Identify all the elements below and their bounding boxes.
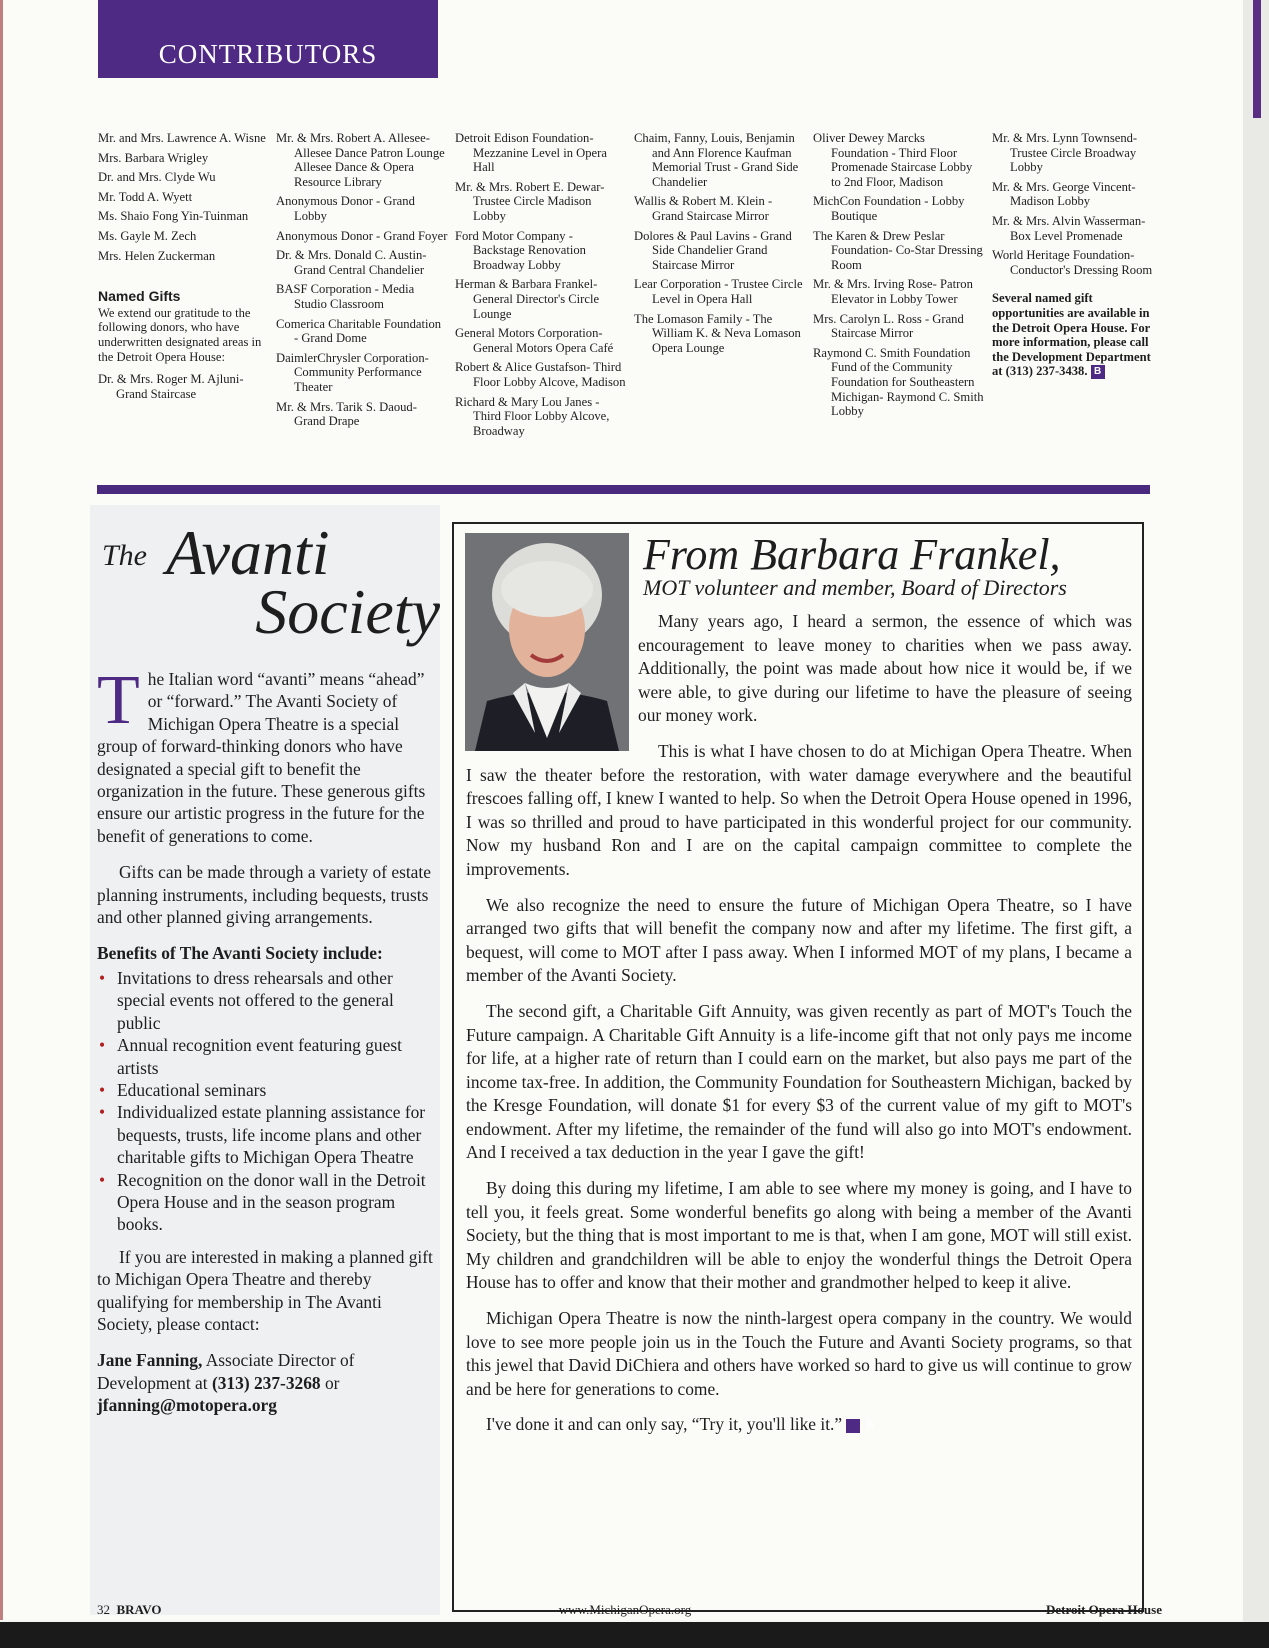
benefit-item — [97, 1034, 435, 1079]
benefit-item — [97, 1079, 435, 1101]
named-gifts-intro: We extend our gratitude to the following donors, who have underwritten designated areas in the Detroit Opera House: — [98, 305, 262, 364]
contact-role: Associate Director of Development at — [97, 1350, 355, 1393]
contributor-entry: Dr. & Mrs. Roger M. Ajluni- Grand Staircase — [98, 372, 244, 401]
contact-or: or — [320, 1372, 340, 1393]
contributors-heading: CONTRIBUTORS — [158, 39, 378, 69]
article-paragraph: Michigan Opera Theatre is now the ninth-largest opera company in the country. We would love to see more people join us in the Touch the Future and Avanti Society programs, so that this jewel that David DiChiera and others have worked so hard to give us will continue to grow and be here for generations to come. — [466, 1308, 1132, 1399]
bullet-icon: • — [99, 1079, 106, 1100]
contributors-column-2 — [276, 131, 448, 434]
contributor-entry: Oliver Dewey Marcks Foundation - Third Floor Promenade Staircase Lobby to 2nd Floor, Madison — [813, 131, 973, 189]
article-body — [466, 610, 1132, 1449]
avanti-contact-intro: If you are interested in making a planned gift to Michigan Opera Theatre and thereby qualifying for membership in The Avanti Society, please contact: — [97, 1246, 433, 1334]
article-paragraph: We also recognize the need to ensure the future of Michigan Opera Theatre, so I have arranged two gifts that will benefit the company now and after my lifetime. The first gift, a bequest, will come to MOT after I pass away. When I informed MOT of my plans, I became a member of the Avanti Society. — [466, 894, 1132, 986]
contributor-entry: Mr. Todd A. Wyett — [98, 189, 193, 204]
avanti-gifts-paragraph: Gifts can be made through a variety of estate planning instruments, including bequests, trusts and other planned giving arrangements. — [97, 862, 431, 928]
benefit-text: Annual recognition event featuring guest artists — [117, 1035, 402, 1078]
contributor-entry: Richard & Mary Lou Janes - Third Floor Lobby Alcove, Broadway — [455, 394, 610, 438]
page-gutter — [1243, 0, 1269, 1648]
article-title: From Barbara Frankel, — [643, 530, 1061, 579]
named-gift-note — [992, 291, 1164, 379]
contributors-column-6 — [992, 131, 1164, 379]
bullet-icon: • — [99, 1169, 106, 1190]
bravo-end-mark: B — [846, 1419, 860, 1433]
benefit-text: Recognition on the donor wall in the Detroit Opera House and in the season program books. — [117, 1169, 426, 1235]
avanti-intro-text: he Italian word “avanti” means “ahead” or “forward.” The Avanti Society of Michigan Opera Theatre is a special group of forward-thinking donors who have designated a special gift to benefit the organization in the future. These generous gifts ensure our artistic progress in the future for the benefit of generations to come. — [97, 669, 426, 846]
contributors-banner — [98, 0, 438, 78]
article-paragraph: The second gift, a Charitable Gift Annuity, was given recently as part of MOT's Touch the Future campaign. A Charitable Gift Annuity is a life-income gift that not only pays me income for life, at a higher rate of return than I could earn on the market, but also pays me part of the income tax-free. In addition, the Community Foundation for Southeastern Michigan, backed by the Kresge Foundation, will donate $1 for every $3 of the current value of my gift to MOT's endowment. After my lifetime, the remainder of the fund will also go into MOT's endowment. And I received a tax deduction in the year I gave the gift! — [466, 1000, 1132, 1163]
article-subtitle: MOT volunteer and member, Board of Directors — [643, 575, 1067, 600]
contributor-entry: Lear Corporation - Trustee Circle Level in Opera Hall — [634, 277, 803, 306]
contributor-entry: Ms. Shaio Fong Yin-Tuinman — [98, 209, 249, 224]
bullet-icon: • — [99, 967, 106, 988]
article-paragraph: This is what I have chosen to do at Michigan Opera Theatre. When I saw the theater before the restoration, with water damage everywhere and the beautiful frescoes falling off, I knew I wanted to help. So when the Detroit Opera House opened in 1996, I was so thrilled and proud to have participated in this wonderful project for our community. Now my husband Ron and I are on the capital campaign committee to complete the improvements. — [466, 740, 1132, 879]
contributor-entry: Mrs. Barbara Wrigley — [98, 150, 209, 165]
benefit-text: Invitations to dress rehearsals and other special events not offered to the general public — [117, 967, 394, 1033]
contact-phone: (313) 237-3268 — [211, 1372, 321, 1393]
contributor-entry: Dr. and Mrs. Clyde Wu — [98, 170, 216, 185]
contributor-entry: Mr. & Mrs. George Vincent- Madison Lobby — [992, 179, 1136, 209]
contributor-entry: Dr. & Mrs. Donald C. Austin- Grand Central Chandelier — [276, 248, 427, 277]
contributor-entry: Wallis & Robert M. Klein - Grand Staircase Mirror — [634, 194, 773, 223]
benefit-item — [97, 1101, 435, 1168]
article-paragraph: Many years ago, I heard a sermon, the essence of which was encouragement to leave money to charities when we pass away. Additionally, the point was made about how nice it would be, if we were able, to give during our lifetime to have the pleasure of seeing our money work. — [638, 611, 1132, 726]
contributor-entry: Anonymous Donor - Grand Lobby — [276, 194, 415, 223]
contributor-entry: Ms. Gayle M. Zech — [98, 228, 197, 243]
drop-cap: T — [97, 662, 140, 739]
contributors-column-5 — [813, 131, 985, 424]
contributor-entry: General Motors Corporation- General Motors Opera Café — [455, 326, 614, 355]
contributor-entry: Mr. & Mrs. Robert E. Dewar- Trustee Circle Madison Lobby — [455, 179, 605, 223]
avanti-title-avanti: Avanti — [166, 517, 330, 588]
bullet-icon: • — [99, 1102, 106, 1123]
magazine-name: BRAVO — [116, 1602, 162, 1617]
contact-email: jfanning@motopera.org — [97, 1395, 277, 1416]
contributor-entry: Mr. & Mrs. Tarik S. Daoud- Grand Drape — [276, 399, 417, 429]
contributor-entry: Chaim, Fanny, Louis, Benjamin and Ann Florence Kaufman Memorial Trust - Grand Side Chandelier — [634, 131, 799, 189]
contributor-entry: Dolores & Paul Lavins - Grand Side Chandelier Grand Staircase Mirror — [634, 228, 792, 272]
benefits-list — [97, 967, 435, 1236]
benefit-text: Educational seminars — [117, 1079, 267, 1100]
page-number: 32 — [97, 1602, 110, 1617]
contributor-entry: Herman & Barbara Frankel- General Director's Circle Lounge — [455, 277, 600, 321]
avanti-title — [102, 517, 442, 650]
footer-venue: Detroit Opera House — [1045, 1602, 1162, 1617]
contributor-entry: Detroit Edison Foundation- Mezzanine Level in Opera Hall — [455, 131, 607, 175]
footer-url[interactable]: www.MichiganOpera.org — [558, 1602, 692, 1617]
contributor-entry: The Lomason Family - The William K. & Neva Lomason Opera Lounge — [634, 311, 801, 355]
contributor-entry: Robert & Alice Gustafson- Third Floor Lobby Alcove, Madison — [455, 360, 626, 389]
contributor-entry: Anonymous Donor - Grand Foyer — [276, 228, 448, 243]
benefit-item — [97, 967, 435, 1034]
avanti-contact — [97, 1349, 435, 1416]
contributor-entry: World Heritage Foundation- Conductor's Dressing Room — [992, 248, 1153, 277]
contributors-column-4 — [634, 131, 806, 360]
section-divider — [97, 485, 1150, 494]
contributor-entry: Mr. & Mrs. Lynn Townsend- Trustee Circle Broadway Lobby — [992, 131, 1138, 175]
contributor-entry: Mrs. Helen Zuckerman — [98, 248, 216, 263]
contributors-column-1 — [98, 131, 270, 406]
avanti-title-the: The — [102, 539, 147, 572]
article-heading — [643, 532, 1133, 600]
article-paragraph: By doing this during my lifetime, I am able to see where my money is going, and I have to tell you, it feels great. Some wonderful benefits go along with being a member of the Avanti Society, but the thing that is most important to me is that, when I am gone, MOT will still exist. My children and grandchildren will be able to enjoy the wonderful things the Detroit Opera House has to offer and know that their mother and grandmother helped to keep it alive. — [466, 1178, 1132, 1293]
bullet-icon: • — [99, 1035, 106, 1056]
contributor-entry: Mrs. Carolyn L. Ross - Grand Staircase Mirror — [813, 311, 964, 341]
page-edge-line — [0, 0, 3, 1620]
contributor-entry: BASF Corporation - Media Studio Classroom — [276, 282, 415, 311]
contributor-entry: Raymond C. Smith Foundation Fund of the Community Foundation for Southeastern Michigan- Raymond C. Smith Lobby — [813, 345, 984, 419]
avanti-body — [97, 662, 435, 1431]
contributor-entry: Ford Motor Company - Backstage Renovation Broadway Lobby — [455, 228, 586, 272]
contributor-entry: MichCon Foundation - Lobby Boutique — [813, 194, 965, 223]
avanti-intro — [97, 662, 435, 847]
contributor-entry: DaimlerChrysler Corporation- Community Performance Theater — [276, 350, 429, 394]
benefit-item — [97, 1169, 435, 1236]
article-closing — [466, 1413, 1132, 1437]
benefits-heading: Benefits of The Avanti Society include: — [97, 943, 383, 964]
benefit-text: Individualized estate planning assistance for bequests, trusts, life income plans and other charitable gifts to Michigan Opera Theatre — [117, 1102, 426, 1168]
avanti-title-society: Society — [255, 576, 440, 647]
contributor-entry: Comerica Charitable Foundation - Grand Dome — [276, 316, 442, 346]
contributor-entry: Mr. & Mrs. Alvin Wasserman- Box Level Promenade — [992, 213, 1146, 243]
section-tab — [1253, 0, 1261, 118]
contributor-entry: Mr. & Mrs. Robert A. Allesee- Allesee Dance Patron Lounge Allesee Dance & Opera Resource Library — [276, 131, 445, 189]
named-gifts-heading: Named Gifts — [98, 288, 181, 305]
article-closing-text: I've done it and can only say, “Try it, you'll like it.” — [486, 1414, 843, 1435]
contributors-column-3 — [455, 131, 627, 443]
bravo-end-mark: B — [1091, 365, 1105, 379]
scan-bottom-edge — [0, 1622, 1269, 1648]
contact-name: Jane Fanning, — [97, 1350, 203, 1371]
contributor-entry: Mr. and Mrs. Lawrence A. Wisne — [98, 131, 266, 145]
named-gift-note-text: Several named gift opportunities are available in the Detroit Opera House. For more information, please call the Development Department at (313) 237-3438. — [992, 291, 1151, 379]
contributor-entry: Mr. & Mrs. Irving Rose- Patron Elevator in Lobby Tower — [813, 277, 973, 306]
contributor-entry: The Karen & Drew Peslar Foundation- Co-Star Dressing Room — [813, 228, 983, 272]
contributors-list — [98, 131, 1158, 476]
